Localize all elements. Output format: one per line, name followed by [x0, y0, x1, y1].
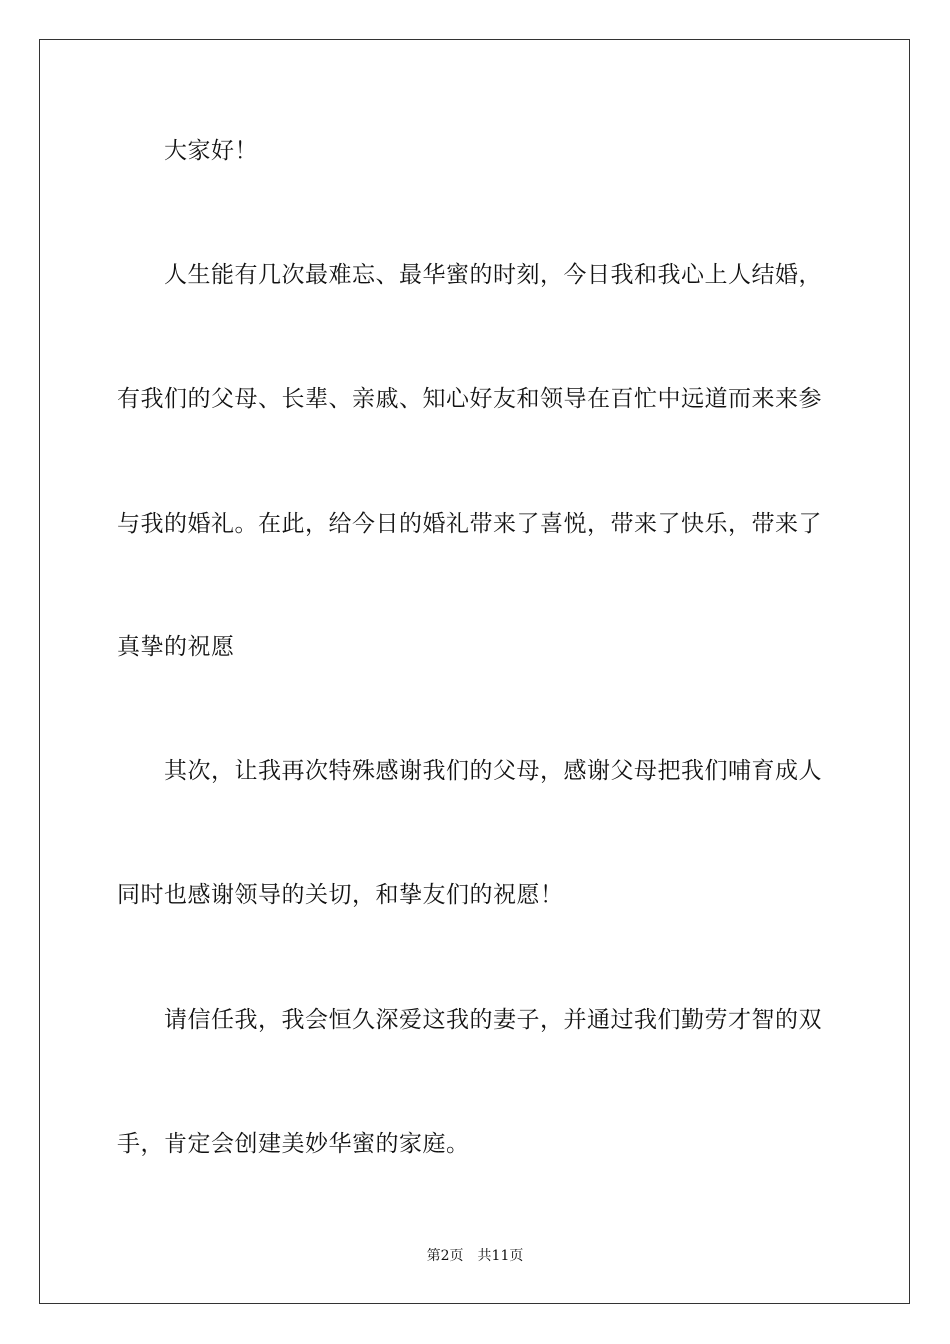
page-total: 共11页 — [477, 1248, 524, 1264]
paragraph-3-line-2: 手，肯定会创建美妙华蜜的家庭。 — [117, 1131, 470, 1157]
page-frame — [39, 39, 910, 1304]
paragraph-3-line-1: 请信任我，我会恒久深爱这我的妻子，并通过我们勤劳才智的双 — [164, 1007, 822, 1033]
greeting-line: 大家好！ — [164, 138, 258, 164]
page-footer — [0, 1246, 950, 1266]
page-number: 第2页 — [426, 1248, 464, 1264]
paragraph-1-line-1: 人生能有几次最难忘、最华蜜的时刻，今日我和我心上人结婚， — [164, 262, 822, 288]
paragraph-1-line-4: 真挚的祝愿 — [117, 634, 235, 660]
paragraph-2-line-1: 其次，让我再次特殊感谢我们的父母，感谢父母把我们哺育成人 — [164, 758, 822, 784]
paragraph-1-line-2: 有我们的父母、长辈、亲戚、知心好友和领导在百忙中远道而来来参 — [117, 386, 822, 412]
paragraph-1-line-3: 与我的婚礼。在此，给今日的婚礼带来了喜悦，带来了快乐，带来了 — [117, 511, 822, 537]
paragraph-2-line-2: 同时也感谢领导的关切，和挚友们的祝愿！ — [117, 882, 564, 908]
